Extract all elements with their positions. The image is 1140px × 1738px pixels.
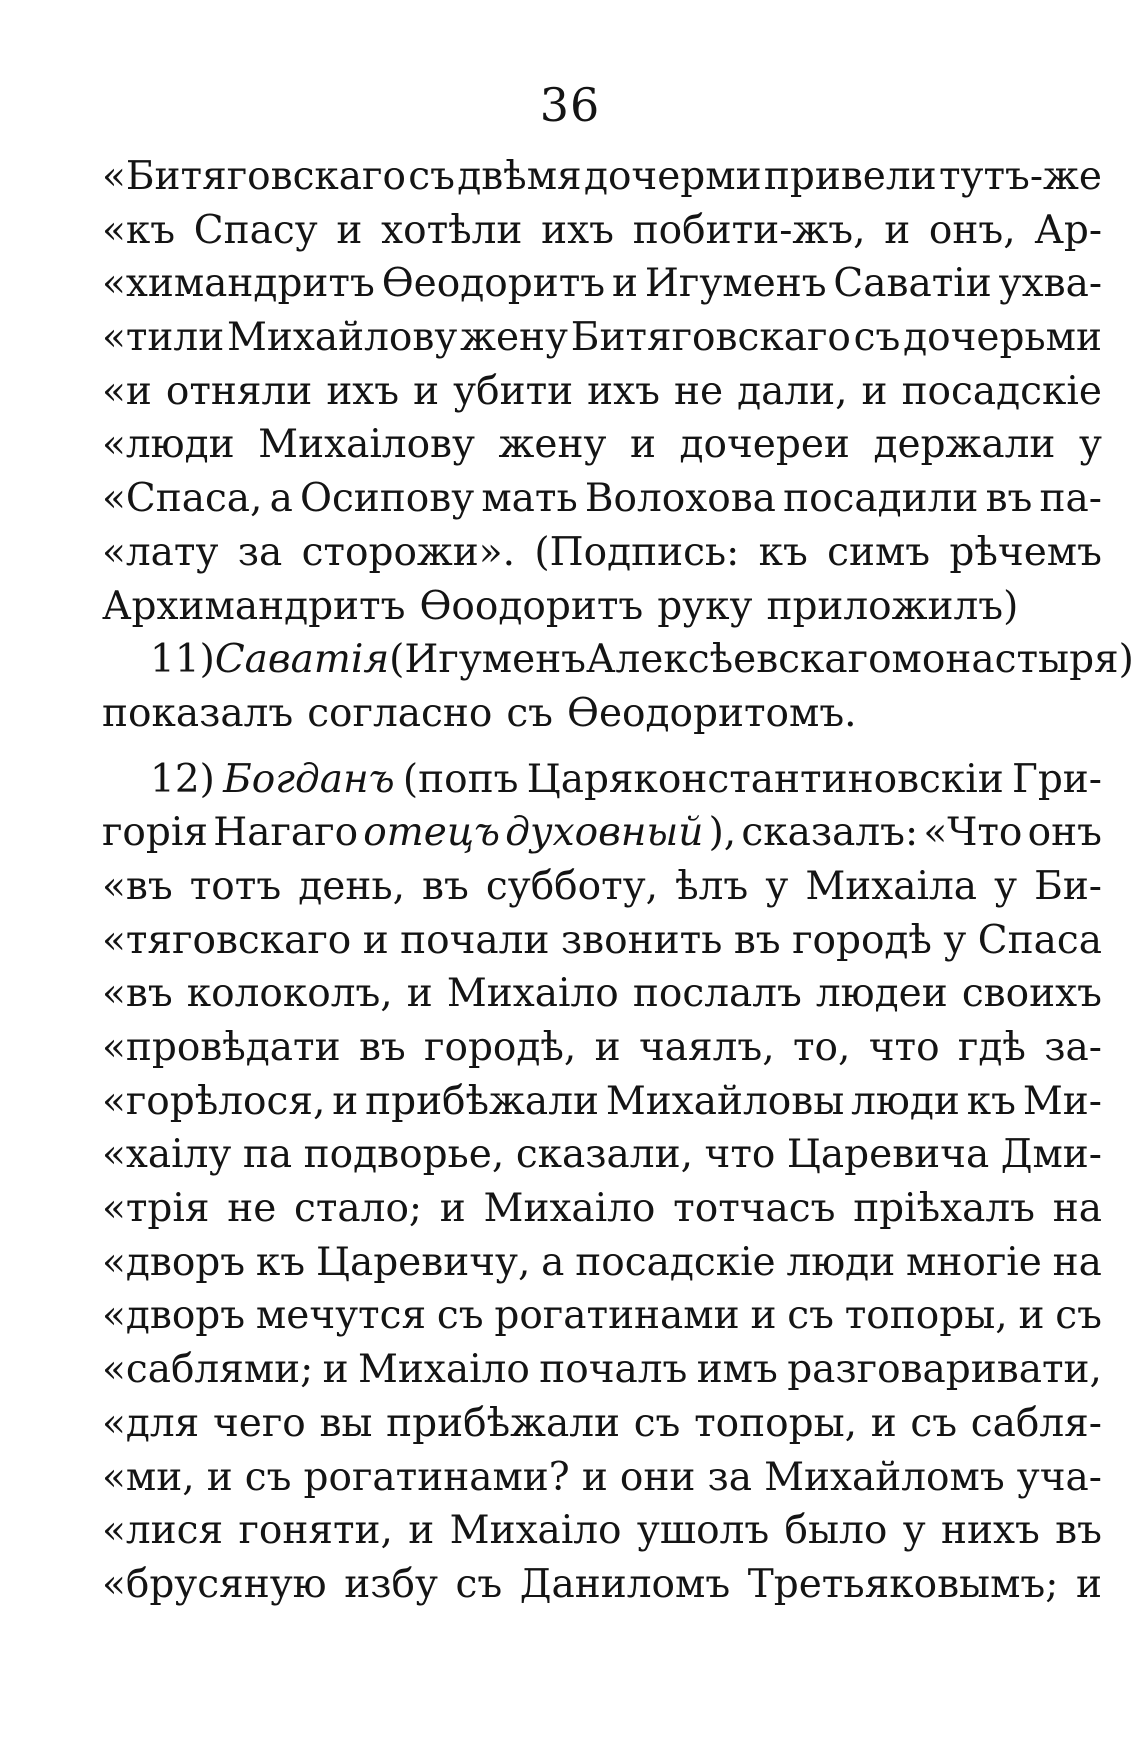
word: стало; xyxy=(294,1186,423,1232)
word: 11) xyxy=(150,637,215,683)
word: мать xyxy=(481,476,578,522)
word: «дворъ xyxy=(102,1293,246,1339)
text-line xyxy=(102,1397,1102,1451)
word: Богданъ xyxy=(223,756,395,802)
word: держали xyxy=(873,422,1056,468)
word: «химандритъ xyxy=(102,261,375,307)
word: и xyxy=(206,1454,233,1500)
word: за xyxy=(707,1454,752,1500)
word: за- xyxy=(1044,1025,1102,1070)
word: «ми, xyxy=(102,1454,195,1500)
word: Осипову xyxy=(299,476,475,522)
word: монастыря) xyxy=(891,637,1134,683)
word: звонить xyxy=(560,917,723,963)
word: Саватiя xyxy=(214,637,390,683)
text-line xyxy=(102,860,1102,914)
text-line xyxy=(102,1451,1102,1505)
word: колоколъ, xyxy=(186,971,393,1017)
word: послалъ xyxy=(632,971,802,1017)
text-line xyxy=(102,967,1102,1021)
word: тутъ-же xyxy=(938,154,1102,199)
word: сказалъ: xyxy=(741,810,919,856)
word: дали, xyxy=(737,368,848,414)
word: чего xyxy=(212,1400,306,1446)
word: и xyxy=(362,917,389,963)
word: сказали, xyxy=(515,1132,693,1178)
word: «брусяную xyxy=(102,1561,327,1607)
word: и xyxy=(611,261,638,307)
word: въ xyxy=(422,863,469,909)
text-line xyxy=(102,633,1134,687)
word: и xyxy=(406,971,433,1017)
word: избу xyxy=(344,1561,438,1607)
word: прибѣжали xyxy=(386,1400,621,1446)
word: мечутся xyxy=(255,1293,427,1339)
word: Михаiло xyxy=(357,1347,530,1393)
text-line xyxy=(102,311,1102,365)
word: сабля- xyxy=(970,1400,1102,1446)
word: «хаiлу xyxy=(102,1132,232,1178)
word: ѣлъ xyxy=(675,863,749,909)
word: съ xyxy=(787,1293,834,1339)
word: ихъ xyxy=(326,368,400,414)
word: онъ xyxy=(1027,810,1102,856)
word: и xyxy=(870,1400,897,1446)
word: не xyxy=(227,1186,277,1232)
word: Третьяковымъ; xyxy=(747,1561,1059,1607)
word: Михаiло xyxy=(483,1186,656,1232)
word: въ xyxy=(358,1025,406,1070)
word: духовный xyxy=(505,810,704,856)
text-line xyxy=(102,914,1102,968)
page-number: 36 xyxy=(539,78,601,132)
word: тотчасъ xyxy=(673,1186,836,1232)
word: и xyxy=(581,1454,608,1500)
word: съ xyxy=(853,315,901,361)
word: субботу, xyxy=(485,863,659,909)
word: Михаiла xyxy=(805,863,978,909)
word: люди xyxy=(851,1078,960,1124)
word: посадскiе xyxy=(575,1239,776,1285)
word: день, xyxy=(298,863,405,909)
word: Ѳеодоритъ xyxy=(381,261,606,307)
word: съ xyxy=(506,690,553,736)
word: Ар- xyxy=(1034,207,1102,253)
word: рогатинами xyxy=(494,1293,740,1339)
word: дочерьми xyxy=(903,315,1102,361)
word: тотъ xyxy=(189,863,282,909)
word: Саватiи xyxy=(833,261,992,307)
word: «Что xyxy=(923,810,1023,856)
word: Спасу xyxy=(193,207,318,253)
text-line xyxy=(102,257,1102,311)
text-line xyxy=(102,1343,1102,1397)
word: у xyxy=(1078,422,1102,468)
word: «лися xyxy=(102,1508,224,1554)
word: ), xyxy=(708,810,737,856)
word: хотѣли xyxy=(381,207,523,253)
word: Игуменъ xyxy=(644,261,827,307)
word: что xyxy=(704,1132,776,1178)
word: рѣчемъ xyxy=(949,529,1102,575)
word: не xyxy=(674,368,724,414)
word: на xyxy=(1052,1239,1102,1285)
word: съ xyxy=(408,154,455,199)
word: двѣмя xyxy=(457,154,582,199)
word: Гри- xyxy=(1012,756,1102,802)
word: Дми- xyxy=(1000,1132,1102,1178)
word: Ѳеодоритомъ. xyxy=(566,690,857,736)
word: сторожи». xyxy=(301,529,516,575)
word: и xyxy=(594,1025,621,1070)
word: у xyxy=(994,863,1018,909)
text-line xyxy=(102,687,1102,741)
text-line xyxy=(102,1504,1102,1558)
word: Ми- xyxy=(1022,1078,1102,1124)
word: топоры, xyxy=(694,1400,858,1446)
word: къ xyxy=(758,529,808,575)
word: «для xyxy=(102,1400,200,1446)
word: ихъ xyxy=(541,207,614,253)
word: привели xyxy=(763,154,937,199)
word: и xyxy=(1075,1561,1102,1607)
text-line xyxy=(102,1236,1102,1290)
word: «провѣдати xyxy=(102,1025,341,1070)
word: гоняти, xyxy=(238,1508,393,1554)
word: съ xyxy=(244,1454,292,1500)
word: па- xyxy=(1039,476,1102,522)
word: Алексѣевскаго xyxy=(586,637,892,683)
word: Михайловы xyxy=(605,1078,845,1124)
word: прибѣжали xyxy=(365,1078,599,1124)
text-line xyxy=(102,1128,1102,1182)
word: то, xyxy=(792,1025,851,1070)
word: подворье, xyxy=(303,1132,505,1178)
word: люди xyxy=(786,1239,896,1285)
text-line xyxy=(102,580,1102,634)
word: Царяконстантиновскiи xyxy=(526,756,1004,802)
word: и xyxy=(1018,1293,1045,1339)
text-line xyxy=(102,526,1102,580)
word: Царевичу, xyxy=(315,1239,531,1285)
text-line xyxy=(102,472,1102,526)
word: городѣ, xyxy=(424,1025,577,1070)
word: «тяговскаго xyxy=(102,917,352,963)
word: Михайлову xyxy=(226,315,458,361)
word: ушолъ xyxy=(636,1508,770,1554)
text-line xyxy=(102,1182,1102,1236)
word: ихъ xyxy=(587,368,660,414)
word: и xyxy=(336,207,363,253)
text-line xyxy=(102,150,1102,204)
word: Ѳоодоритъ xyxy=(419,583,644,629)
word: руку xyxy=(657,583,753,629)
word: было xyxy=(784,1508,888,1554)
word: дочереи xyxy=(679,422,850,468)
word: топоры, xyxy=(844,1293,1008,1339)
word: и xyxy=(408,1508,435,1554)
word: Михаiло xyxy=(449,1508,622,1554)
word: съ xyxy=(436,1293,484,1339)
word: Волохова xyxy=(584,476,776,522)
word: «къ xyxy=(102,207,176,253)
word: съ xyxy=(1055,1293,1102,1339)
word: жену xyxy=(460,315,568,361)
word: у xyxy=(943,917,967,963)
word: Спаса xyxy=(977,917,1102,963)
word: ухва- xyxy=(998,261,1102,307)
word: Битяговскаго xyxy=(570,315,851,361)
word: нихъ xyxy=(941,1508,1040,1554)
word: имъ xyxy=(696,1347,778,1393)
word: гдѣ xyxy=(957,1025,1026,1070)
word: «и xyxy=(102,368,152,414)
word: своихъ xyxy=(961,971,1102,1017)
word: почали xyxy=(400,917,550,963)
word: разговаривати, xyxy=(787,1347,1102,1393)
word: Царевича xyxy=(786,1132,990,1178)
word: съ xyxy=(910,1400,958,1446)
word: «Битяговскаго xyxy=(102,154,406,199)
word: па xyxy=(242,1132,293,1178)
word: согласно xyxy=(307,690,493,736)
word: и xyxy=(322,1347,349,1393)
word: «саблями; xyxy=(102,1347,314,1393)
word: «тили xyxy=(102,315,225,361)
word: людеи xyxy=(815,971,948,1017)
word: у xyxy=(765,863,789,909)
word: и xyxy=(750,1293,777,1339)
word: и xyxy=(629,422,656,468)
word: побити-жъ, xyxy=(632,207,866,253)
word: Михайломъ xyxy=(764,1454,1005,1500)
word: и xyxy=(884,207,911,253)
word: Даниломъ xyxy=(519,1561,731,1607)
word: горiя xyxy=(102,810,208,856)
word: въ xyxy=(1055,1508,1102,1554)
word: а xyxy=(541,1239,565,1285)
word: 12) xyxy=(150,756,215,802)
word: жену xyxy=(498,422,607,468)
word: (Игуменъ xyxy=(389,637,586,683)
word: Михаiлову xyxy=(258,422,475,468)
text-line xyxy=(102,1021,1102,1075)
word: и xyxy=(332,1078,359,1124)
word: они xyxy=(619,1454,696,1500)
word: чаялъ, xyxy=(639,1025,775,1070)
text-line xyxy=(102,204,1102,258)
word: къ xyxy=(966,1078,1016,1124)
word: съ xyxy=(633,1400,681,1446)
word: Михаiло xyxy=(446,971,619,1017)
word: у xyxy=(902,1508,926,1554)
word: что xyxy=(868,1025,940,1070)
word: «въ xyxy=(102,863,173,909)
word: дочерми xyxy=(583,154,762,199)
word: «Спаса, xyxy=(102,476,263,522)
word: вы xyxy=(319,1400,373,1446)
word: къ xyxy=(255,1239,306,1285)
text-line xyxy=(102,365,1102,419)
word: за xyxy=(237,529,283,575)
text-line xyxy=(102,1075,1102,1129)
word: и xyxy=(439,1186,466,1232)
word: городѣ xyxy=(792,917,932,963)
word: симъ xyxy=(827,529,931,575)
word: и xyxy=(861,368,888,414)
word: отецъ xyxy=(363,810,501,856)
body-text xyxy=(102,150,1134,1612)
text-line xyxy=(102,806,1102,860)
word: «въ xyxy=(102,971,173,1017)
word: и xyxy=(413,368,440,414)
word: Архимандритъ xyxy=(102,583,406,629)
word: (попъ xyxy=(402,756,519,802)
word: уча- xyxy=(1016,1454,1102,1500)
word: «горѣлося, xyxy=(102,1078,326,1124)
word: посадскiе xyxy=(901,368,1102,414)
word: «лату xyxy=(102,529,219,575)
word: посадили xyxy=(783,476,979,522)
word: многiе xyxy=(906,1239,1042,1285)
text-line xyxy=(102,753,1102,807)
text-line xyxy=(102,418,1102,472)
word: (Подпись: xyxy=(534,529,740,575)
word: а xyxy=(269,476,293,522)
word: «трiя xyxy=(102,1186,210,1232)
word: въ xyxy=(985,476,1033,522)
word: въ xyxy=(733,917,781,963)
text-line xyxy=(102,1558,1102,1612)
word: отняли xyxy=(165,368,313,414)
word: рогатинами? xyxy=(303,1454,570,1500)
word: приложилъ) xyxy=(766,583,1019,629)
word: «люди xyxy=(102,422,235,468)
word: «дворъ xyxy=(102,1239,246,1285)
word: Би- xyxy=(1034,863,1102,909)
word: на xyxy=(1052,1186,1102,1232)
word: показалъ xyxy=(102,690,294,736)
word: онъ, xyxy=(928,207,1016,253)
text-line xyxy=(102,1289,1102,1343)
word: убити xyxy=(453,368,574,414)
word: съ xyxy=(455,1561,503,1607)
word: почалъ xyxy=(539,1347,688,1393)
word: Нагаго xyxy=(213,810,359,856)
word: прiѣхалъ xyxy=(853,1186,1035,1232)
